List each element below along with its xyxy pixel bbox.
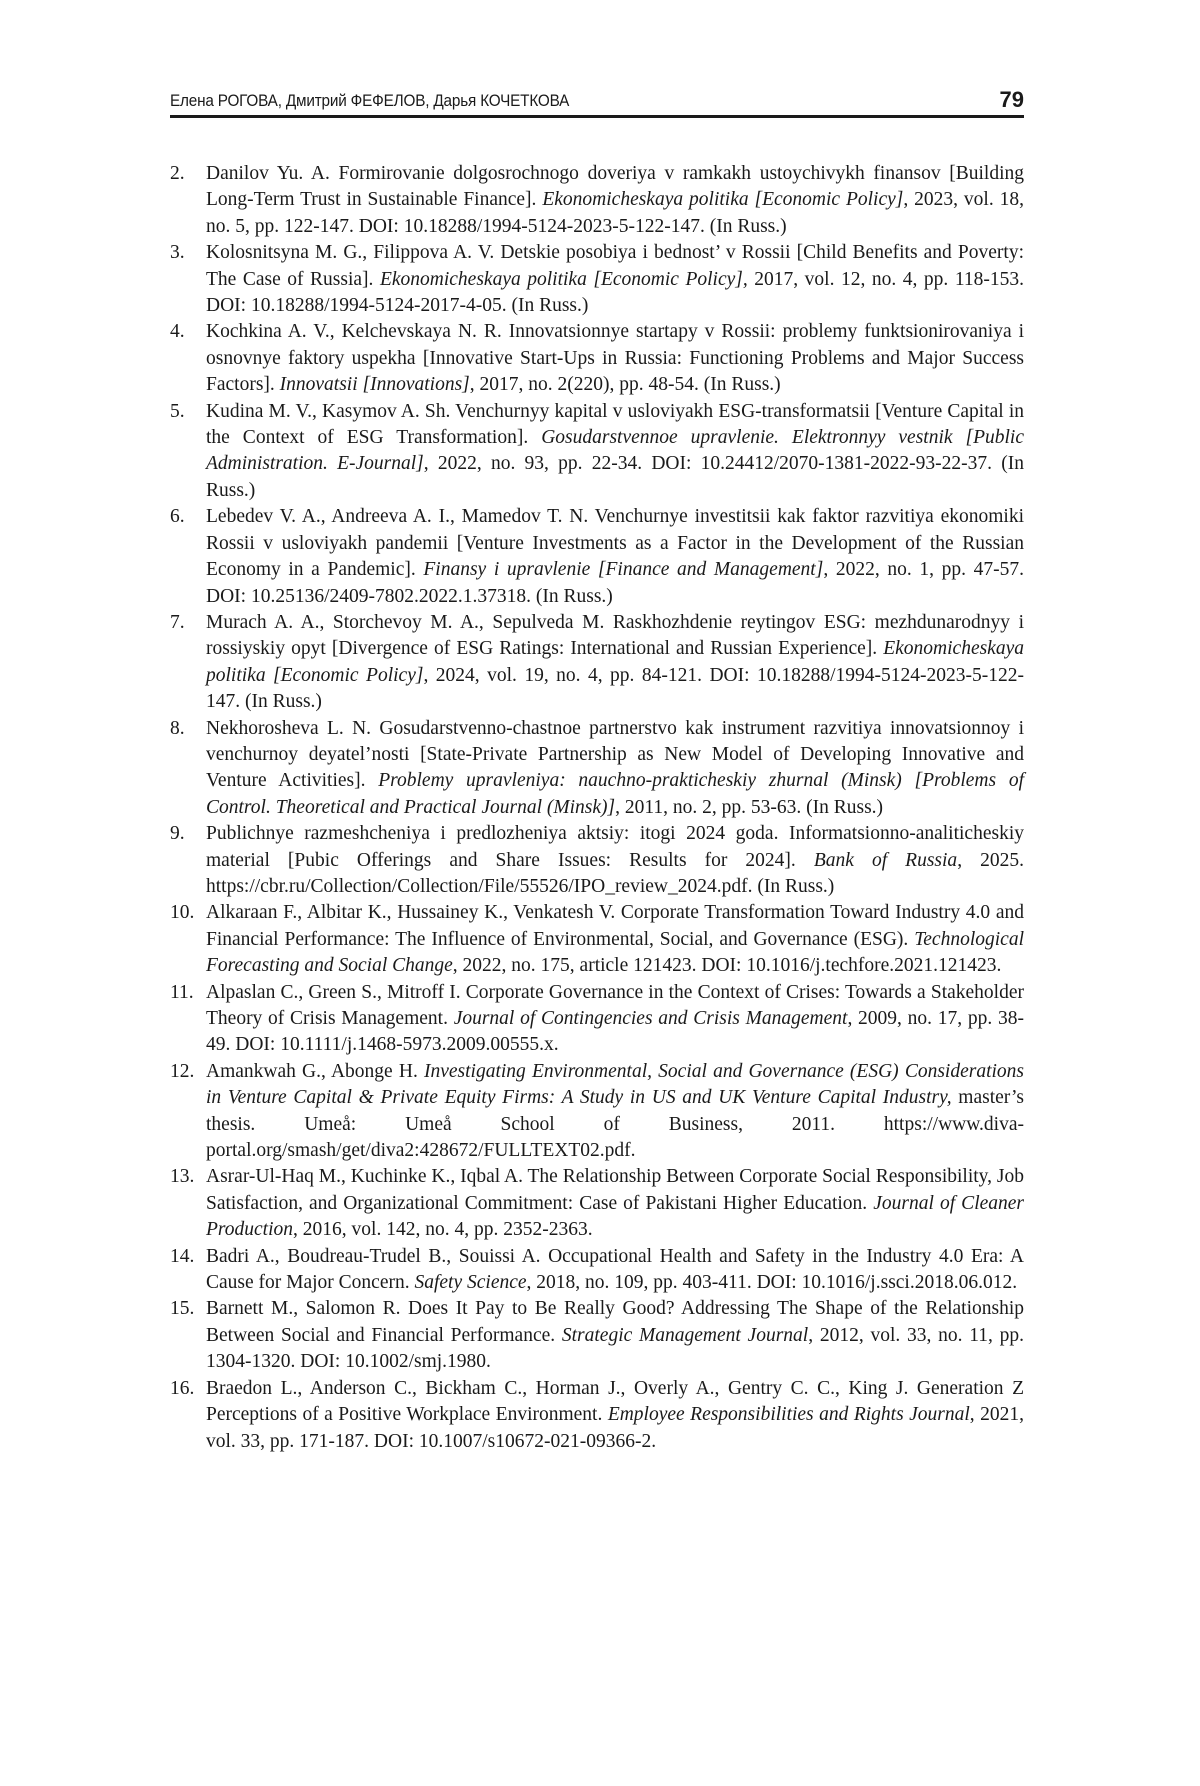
running-header <box>170 88 1024 118</box>
reference-number: 10. <box>170 902 195 924</box>
reference-segment: , 2022, no. 93, pp. 22-34. DOI: 10.24412/2070-1381-2022-93-22-37. (In Russ.) <box>206 453 1024 501</box>
reference-source-title: Bank of Russia <box>813 849 958 871</box>
reference-item <box>170 504 1024 610</box>
reference-item <box>170 161 1024 240</box>
reference-source-title: Safety Science <box>414 1272 527 1294</box>
reference-segment: Barnett M., Salomon R. Does It Pay to Be Really Good? Addressing The Shape of the Relationship Between Social and Financial Performance. <box>206 1298 1024 1346</box>
reference-segment: , 2017, no. 2(220), pp. 48-54. (In Russ.) <box>469 374 781 396</box>
reference-item <box>170 1376 1024 1455</box>
reference-item <box>170 1244 1024 1297</box>
reference-segment: Braedon L., Anderson C., Bickham C., Horman J., Overly A., Gentry C. C., King J. Generation Z Perceptions of a Positive Workplace Environment. <box>206 1377 1024 1426</box>
reference-segment: , 2024, vol. 19, no. 4, pp. 84-121. DOI: 10.18288/1994-5124-2023-5-122-147. (In Russ.) <box>206 664 1024 713</box>
running-header-authors: Елена РОГОВА, Дмитрий ФЕФЕЛОВ, Дарья КОЧЕТКОВА <box>170 91 570 110</box>
reference-segment: Badri A., Boudreau-Trudel B., Souissi A. Occupational Health and Safety in the Industry 4.0 Era: A Cause for Major Concern. <box>206 1245 1024 1294</box>
reference-segment: , 2009, no. 17, pp. 38-49. DOI: 10.1111/j.1468-5973.2009.00555.x. <box>206 1008 1024 1056</box>
reference-item <box>170 1164 1024 1243</box>
reference-segment: master’s thesis. Umeå: Umeå School of Business, 2011. https://www.diva-portal.org/smash/get/diva2:428672/FULLTEXT02.pdf. <box>206 1087 1024 1162</box>
reference-text <box>206 980 1024 1059</box>
reference-text <box>206 1164 1024 1243</box>
reference-text <box>206 1376 1024 1455</box>
reference-segment: 2017, vol. 12, no. 4, pp. 118-153. DOI: 10.18288/1994-5124-2017-4-05. (In Russ.) <box>206 268 1024 317</box>
reference-source-title: Innovatsii [Innovations] <box>279 374 470 396</box>
reference-segment: Nekhorosheva L. N. Gosudarstvenno-chastnoe partnerstvo kak instrument razvitiya innovatsionnoy i venchurnoy deyatel’nosti [State-Private Partnership as New Model of Developing Innovative and Venture Activities]. <box>206 717 1024 792</box>
reference-source-title: Ekonomicheskaya politika [Economic Policy] <box>206 638 1024 686</box>
reference-number: 2. <box>170 163 185 184</box>
reference-segment: , 2011, no. 2, pp. 53-63. (In Russ.) <box>615 796 884 818</box>
reference-number: 9. <box>170 823 185 845</box>
reference-item <box>170 1296 1024 1375</box>
page-number: 79 <box>999 87 1024 112</box>
reference-text <box>206 716 1024 822</box>
reference-source-title: Investigating Environmental, Social and Governance (ESG) Considerations in Venture Capital & Private Equity Firms: A Study in US and UK Venture Capital Industry, <box>206 1060 1024 1109</box>
reference-item <box>170 319 1024 398</box>
reference-text <box>206 1296 1024 1375</box>
reference-text <box>206 504 1024 610</box>
reference-number: 4. <box>170 321 185 343</box>
reference-text <box>206 399 1024 505</box>
reference-source-title: Employee Responsibilities and Rights Journal <box>607 1404 970 1426</box>
reference-segment: Alpaslan C., Green S., Mitroff I. Corporate Governance in the Context of Crises: Towards a Stakeholder Theory of Crisis Management. <box>206 981 1024 1029</box>
reference-text <box>206 900 1024 979</box>
reference-segment: , 2023, vol. 18, no. 5, pp. 122-147. DOI: 10.18288/1994-5124-2023-5-122-147. (In Russ.) <box>206 189 1025 237</box>
reference-segment: Danilov Yu. A. Formirovanie dolgosrochnogo doveriya v ramkakh ustoychivykh finansov [Building Long-Term Trust in Sustainable Finance]. <box>206 163 1024 211</box>
reference-text <box>206 319 1024 398</box>
reference-source-title: Strategic Management Journal <box>561 1324 809 1346</box>
reference-segment: , 2025. https://cbr.ru/Collection/Collection/File/55526/IPO_review_2024.pdf. (In Russ.) <box>206 849 1024 897</box>
reference-source-title: Finansy i upravlenie [Finance and Management] <box>423 559 824 581</box>
reference-segment: , 2021, vol. 33, pp. 171-187. DOI: 10.1007/s10672-021-09366-2. <box>206 1404 1025 1452</box>
reference-text <box>206 821 1024 900</box>
reference-number: 3. <box>170 242 185 264</box>
reference-segment: Kochkina A. V., Kelchevskaya N. R. Innovatsionnye startapy v Rossii: problemy funktsionirovaniya i osnovnye faktory uspekha [Innovative Start-Ups in Russia: Functioning Problems and Major Success Factors]. <box>206 321 1024 396</box>
reference-text <box>206 1059 1024 1165</box>
reference-segment: , 2022, no. 175, article 121423. DOI: 10.1016/j.techfore.2021.121423. <box>452 955 1002 977</box>
reference-number: 15. <box>170 1298 195 1320</box>
reference-segment: , 2012, vol. 33, no. 11, pp. 1304-1320. DOI: 10.1002/smj.1980. <box>206 1324 1024 1373</box>
reference-source-title: Ekonomicheskaya politika [Economic Policy] <box>542 189 904 211</box>
reference-list <box>170 161 1024 1455</box>
reference-segment: , 2016, vol. 142, no. 4, pp. 2352-2363. <box>293 1219 593 1241</box>
reference-segment: Asrar-Ul-Haq M., Kuchinke K., Iqbal A. The Relationship Between Corporate Social Responsibility, Job Satisfaction, and Organizational Commitment: Case of Pakistani Higher Education. <box>206 1166 1024 1214</box>
reference-item <box>170 821 1024 900</box>
reference-number: 11. <box>170 981 194 1003</box>
reference-source-title: Problemy upravleniya: nauchno-prakticheskiy zhurnal (Minsk) [Problems of Control. Theoretical and Practical Journal (Minsk)] <box>206 770 1024 818</box>
reference-item <box>170 1059 1024 1165</box>
reference-segment: Publichnye razmeshcheniya i predlozheniya aktsiy: itogi 2024 goda. Informatsionno-analiticheskiy material [Pubic Offerings and Share Issues: Results for 2024]. <box>206 823 1024 871</box>
reference-item <box>170 716 1024 822</box>
reference-segment: Kolosnitsyna M. G., Filippova A. V. Detskie posobiya i bednost’ v Rossii [Child Benefits and Poverty: The Case of Russia]. <box>206 242 1024 290</box>
reference-source-title: Journal of Contingencies and Crisis Management <box>453 1008 848 1029</box>
reference-source-title: Technological Forecasting and Social Change <box>206 928 1024 977</box>
reference-source-title: Ekonomicheskaya politika [Economic Policy], <box>379 268 748 290</box>
reference-text <box>206 240 1024 319</box>
reference-number: 6. <box>170 506 185 528</box>
reference-item <box>170 980 1024 1059</box>
reference-text <box>206 161 1024 240</box>
reference-text <box>206 1244 1024 1297</box>
reference-source-title: Gosudarstvennoe upravlenie. Elektronnyy vestnik [Public Administration. E-Journal] <box>206 427 1024 475</box>
reference-segment: Murach A. A., Storchevoy M. A., Sepulveda M. Raskhozhdenie reytingov ESG: mezhdunarodnyy i rossiyskiy opyt [Divergence of ESG Ratings: International and Russian Experience]. <box>206 611 1024 660</box>
reference-segment: Kudina M. V., Kasymov A. Sh. Venchurnyy kapital v usloviyakh ESG-transformatsii [Venture Capital in the Context of ESG Transformation]. <box>206 400 1024 449</box>
reference-segment: Amankwah G., Abonge H. <box>206 1060 424 1082</box>
reference-item <box>170 399 1024 505</box>
reference-text <box>206 610 1024 716</box>
reference-segment: Alkaraan F., Albitar K., Hussainey K., Venkatesh V. Corporate Transformation Toward Industry 4.0 and Financial Performance: The Influence of Environmental, Social, and Governance (ESG). <box>206 902 1024 950</box>
reference-item <box>170 610 1024 716</box>
reference-item <box>170 240 1024 319</box>
reference-source-title: Journal of Cleaner Production <box>206 1192 1025 1241</box>
reference-number: 12. <box>170 1060 195 1082</box>
reference-number: 8. <box>170 717 185 739</box>
reference-item <box>170 900 1024 979</box>
reference-number: 16. <box>170 1377 195 1399</box>
reference-number: 5. <box>170 400 185 422</box>
reference-number: 7. <box>170 611 185 633</box>
reference-segment: , 2022, no. 1, pp. 47-57. DOI: 10.25136/2409-7802.2022.1.37318. (In Russ.) <box>206 559 1024 607</box>
reference-number: 14. <box>170 1245 195 1267</box>
reference-number: 13. <box>170 1166 195 1188</box>
reference-segment: , 2018, no. 109, pp. 403-411. DOI: 10.1016/j.ssci.2018.06.012. <box>526 1272 1018 1294</box>
reference-segment: Lebedev V. A., Andreeva A. I., Mamedov T. N. Venchurnye investitsii kak faktor razvitiya ekonomiki Rossii v usloviyakh pandemii [Venture Investments as a Factor in the Development of the Russian Economy in a Pandemic]. <box>206 506 1024 581</box>
